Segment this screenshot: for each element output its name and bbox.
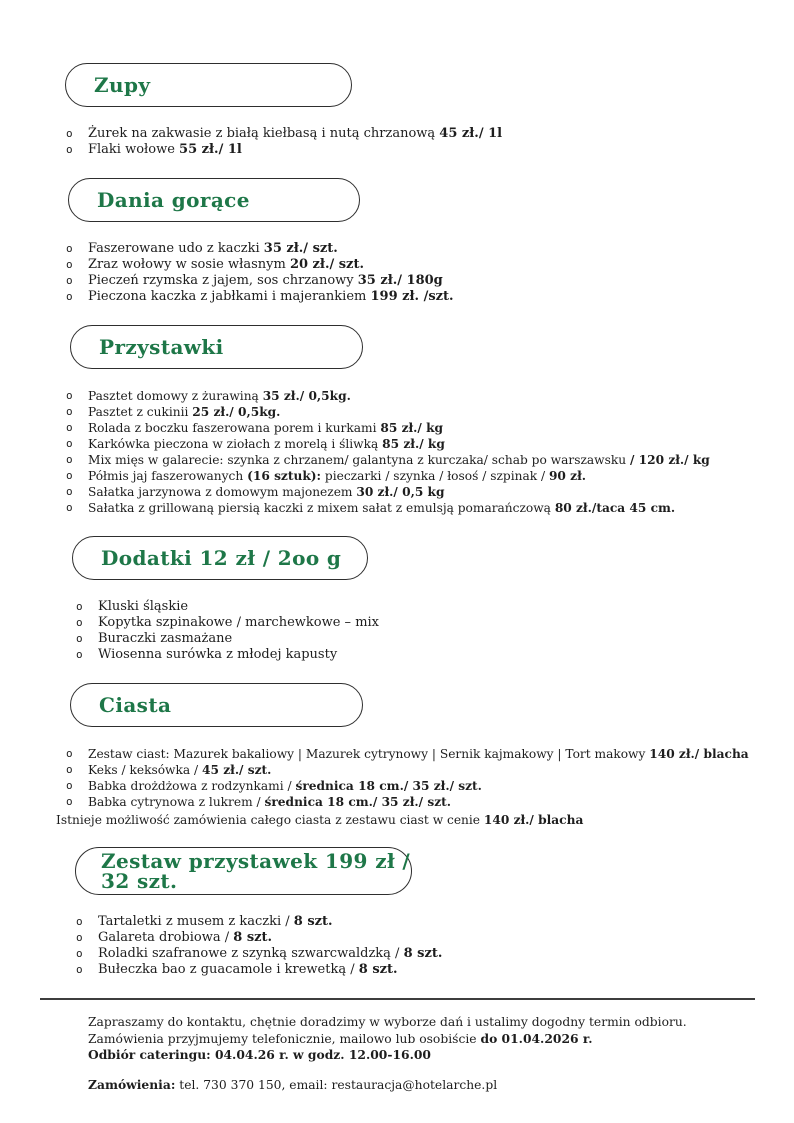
menu-item [66, 273, 794, 289]
price-text: 45 zł./ szt. [202, 763, 272, 777]
list-bullet: o [66, 485, 73, 498]
menu-item [66, 794, 794, 810]
list-bullet: o [66, 795, 73, 808]
list-bullet: o [66, 389, 73, 402]
list-bullet: o [66, 274, 73, 287]
price-text: 55 zł./ 1l [179, 142, 242, 157]
menu-item [66, 420, 794, 436]
menu-item [66, 289, 794, 305]
list-bullet: o [76, 963, 83, 976]
item-text: Kopytka szpinakowe / marchewkowe – mix [98, 615, 380, 630]
item-text: Zapraszamy do kontaktu, chętnie doradzimy w wyborze dań i ustalimy dogodny termin odbioru. [88, 1015, 687, 1029]
price-text: 45 zł./ 1l [439, 126, 503, 141]
section-header-box-ciasta [70, 683, 363, 727]
section-note [56, 812, 794, 829]
price-text: Odbiór cateringu: 04.04.26 r. w godz. 12.00-16.00 [88, 1047, 431, 1062]
list-bullet: o [66, 143, 73, 156]
menu-item-text [88, 500, 675, 516]
price-text: 140 zł./ blacha [483, 813, 584, 827]
menu-item [66, 500, 794, 516]
menu-item-text [88, 289, 454, 305]
item-text: Wiosenna surówka z młodej kapusty [98, 647, 338, 662]
menu-item [66, 778, 794, 794]
list-bullet: o [66, 437, 73, 450]
section-note-text [56, 813, 583, 827]
section-item-list [76, 914, 794, 978]
menu-section-ciasta [0, 683, 794, 829]
item-text: Zestaw ciast: Mazurek bakaliowy | Mazurek cytrynowy | Sernik kajmakowy | Tort makowy [88, 747, 650, 761]
menu-section-zestaw-przystawek [0, 847, 794, 978]
menu-item-text [88, 126, 502, 142]
menu-item [76, 962, 794, 978]
price-text: 8 szt. [403, 946, 443, 961]
section-title: Zestaw przystawek 199 zł / 32 szt. [101, 849, 411, 893]
menu-item-text [88, 388, 351, 404]
menu-item-text [88, 420, 443, 436]
item-text: Sałatka z grillowaną piersią kaczki z mixem sałat z emulsją pomarańczową [88, 501, 555, 515]
price-text: średnica 18 cm./ 35 zł./ szt. [295, 779, 482, 793]
item-text: Babka cytrynowa z lukrem / [88, 795, 265, 809]
item-text: Półmis jaj faszerowanych [88, 469, 248, 483]
item-text: Tartaletki z musem z kaczki / [98, 914, 294, 929]
menu-item-text [98, 631, 232, 647]
price-text: 140 zł./ blacha [649, 747, 749, 761]
list-bullet: o [76, 632, 83, 645]
section-item-list [66, 388, 794, 516]
section-title: Ciasta [99, 693, 172, 717]
price-text: średnica 18 cm./ 35 zł./ szt. [264, 795, 451, 809]
price-text: 30 zł./ 0,5 kg [356, 485, 445, 499]
list-bullet: o [66, 290, 73, 303]
price-text: 35 zł./ 180g [357, 273, 443, 288]
menu-item [66, 257, 794, 273]
price-text: Zamówienia: [88, 1076, 176, 1092]
price-text: 199 zł. /szt. [370, 289, 454, 304]
item-text: Pasztet domowy z żurawiną [88, 389, 263, 403]
menu-item-text [88, 778, 482, 794]
list-bullet: o [66, 501, 73, 514]
section-header-box-zestaw-przystawek [75, 847, 412, 895]
list-bullet: o [66, 421, 73, 434]
price-text: do 01.04.2026 r. [480, 1030, 593, 1046]
footer-divider [40, 998, 755, 1000]
menu-section-dania-gorace [0, 178, 794, 305]
item-text: Keks / keksówka / [88, 763, 202, 777]
menu-item-text [88, 762, 271, 778]
price-text: 20 zł./ szt. [289, 257, 364, 272]
item-text: Roladki szafranowe z szynką szwarcwaldzką / [98, 946, 404, 961]
item-text: Zraz wołowy w sosie własnym [88, 257, 290, 272]
price-text: 8 szt. [358, 962, 398, 977]
item-text: Kluski śląskie [98, 599, 189, 614]
section-header-box-przystawki [70, 325, 363, 369]
section-item-list [66, 126, 794, 158]
price-text: 8 szt. [233, 930, 273, 945]
menu-item-text [88, 273, 443, 289]
menu-item-text [98, 962, 398, 978]
menu-section-zupy [0, 63, 794, 158]
menu-item-text [88, 746, 749, 762]
item-text: Flaki wołowe [88, 142, 180, 157]
menu-item [66, 746, 794, 762]
menu-item [76, 631, 794, 647]
item-text: Pasztet z cukinii [88, 405, 193, 419]
menu-item-text [88, 142, 242, 158]
list-bullet: o [66, 258, 73, 271]
footer-line [88, 1031, 794, 1048]
section-item-list [66, 746, 794, 810]
item-text: Bułeczka bao z guacamole i krewetką / [98, 962, 359, 977]
list-bullet: o [76, 931, 83, 944]
menu-item-text [98, 930, 272, 946]
list-bullet: o [66, 469, 73, 482]
item-text: Zamówienia przyjmujemy telefonicznie, mailowo lub osobiście [88, 1031, 481, 1046]
section-header-box-zupy [65, 63, 352, 107]
section-item-list [76, 599, 794, 663]
price-text: 25 zł./ 0,5kg. [192, 405, 281, 419]
footer-contact [88, 1014, 794, 1093]
menu-item-text [88, 468, 586, 484]
price-text: / 120 zł./ kg [629, 453, 710, 467]
list-bullet: o [76, 616, 83, 629]
menu-item [76, 615, 794, 631]
section-title: Przystawki [99, 335, 224, 359]
item-text: Buraczki zasmażane [98, 631, 233, 646]
price-text: 85 zł./ kg [380, 421, 444, 435]
price-text: 90 zł. [548, 469, 587, 483]
menu-item-text [98, 647, 337, 663]
price-text: 35 zł./ 0,5kg. [262, 389, 351, 403]
menu-sections [0, 63, 794, 978]
item-text: Faszerowane udo z kaczki [88, 241, 264, 256]
item-text: Sałatka jarzynowa z domowym majonezem [88, 485, 357, 499]
section-title: Dodatki 12 zł / 2oo g [101, 546, 342, 570]
menu-item [76, 946, 794, 962]
menu-item-text [98, 914, 333, 930]
menu-item-text [88, 794, 451, 810]
menu-item [66, 452, 794, 468]
item-text: Babka drożdżowa z rodzynkami / [88, 779, 296, 793]
menu-item [66, 484, 794, 500]
list-bullet: o [76, 915, 83, 928]
item-text: Mix mięs w galarecie: szynka z chrzanem/ galantyna z kurczaka/ schab po warszawsku [88, 453, 630, 467]
section-item-list [66, 241, 794, 305]
list-bullet: o [66, 453, 73, 466]
item-text: Żurek na zakwasie z białą kiełbasą i nutą chrzanową [88, 126, 440, 141]
menu-section-dodatki [0, 536, 794, 663]
list-bullet: o [76, 600, 83, 613]
menu-item-text [88, 452, 710, 468]
list-bullet: o [66, 242, 73, 255]
menu-item [66, 126, 794, 142]
item-text: Pieczona kaczka z jabłkami i majerankiem [88, 289, 371, 304]
price-text: 8 szt. [293, 914, 333, 929]
menu-item-text [98, 599, 188, 615]
section-title: Zupy [94, 73, 151, 97]
menu-item [76, 914, 794, 930]
price-text: (16 sztuk): [247, 469, 322, 483]
list-bullet: o [66, 779, 73, 792]
footer-line [88, 1014, 794, 1031]
price-text: 80 zł./taca 45 cm. [554, 501, 676, 515]
item-text: Pieczeń rzymska z jajem, sos chrzanowy [88, 273, 358, 288]
price-text: 85 zł./ kg [382, 437, 445, 451]
list-bullet: o [66, 747, 73, 760]
price-text: 35 zł./ szt. [263, 241, 338, 256]
footer-line [88, 1077, 794, 1094]
list-bullet: o [66, 127, 73, 140]
menu-section-przystawki [0, 325, 794, 516]
menu-item-text [88, 241, 338, 257]
section-header-box-dodatki [72, 536, 368, 580]
menu-item [76, 930, 794, 946]
section-header-box-dania-gorace [68, 178, 360, 222]
menu-item-text [88, 436, 445, 452]
list-bullet: o [76, 648, 83, 661]
menu-item [66, 388, 794, 404]
menu-item [66, 436, 794, 452]
menu-item [66, 762, 794, 778]
menu-item-text [98, 615, 379, 631]
menu-item-text [88, 484, 445, 500]
list-bullet: o [66, 405, 73, 418]
menu-item-text [88, 404, 280, 420]
menu-item-text [88, 257, 364, 273]
menu-item [66, 468, 794, 484]
list-bullet: o [66, 763, 73, 776]
menu-item-text [98, 946, 442, 962]
footer-spacer [88, 1064, 794, 1077]
item-text: tel. 730 370 150, email: restauracja@hotelarche.pl [175, 1077, 498, 1092]
menu-item [76, 647, 794, 663]
menu-item [66, 404, 794, 420]
menu-item [76, 599, 794, 615]
menu-item [66, 142, 794, 158]
item-text: pieczarki / szynka / łosoś / szpinak / [321, 469, 549, 483]
menu-item [66, 241, 794, 257]
item-text: Galareta drobiowa / [98, 930, 234, 945]
section-title: Dania gorące [97, 188, 250, 212]
item-text: Istnieje możliwość zamówienia całego ciasta z zestawu ciast w cenie [56, 813, 484, 827]
footer-line [88, 1047, 794, 1064]
item-text: Rolada z boczku faszerowana porem i kurkami [88, 421, 381, 435]
list-bullet: o [76, 947, 83, 960]
item-text: Karkówka pieczona w ziołach z morelą i śliwką [88, 437, 383, 451]
